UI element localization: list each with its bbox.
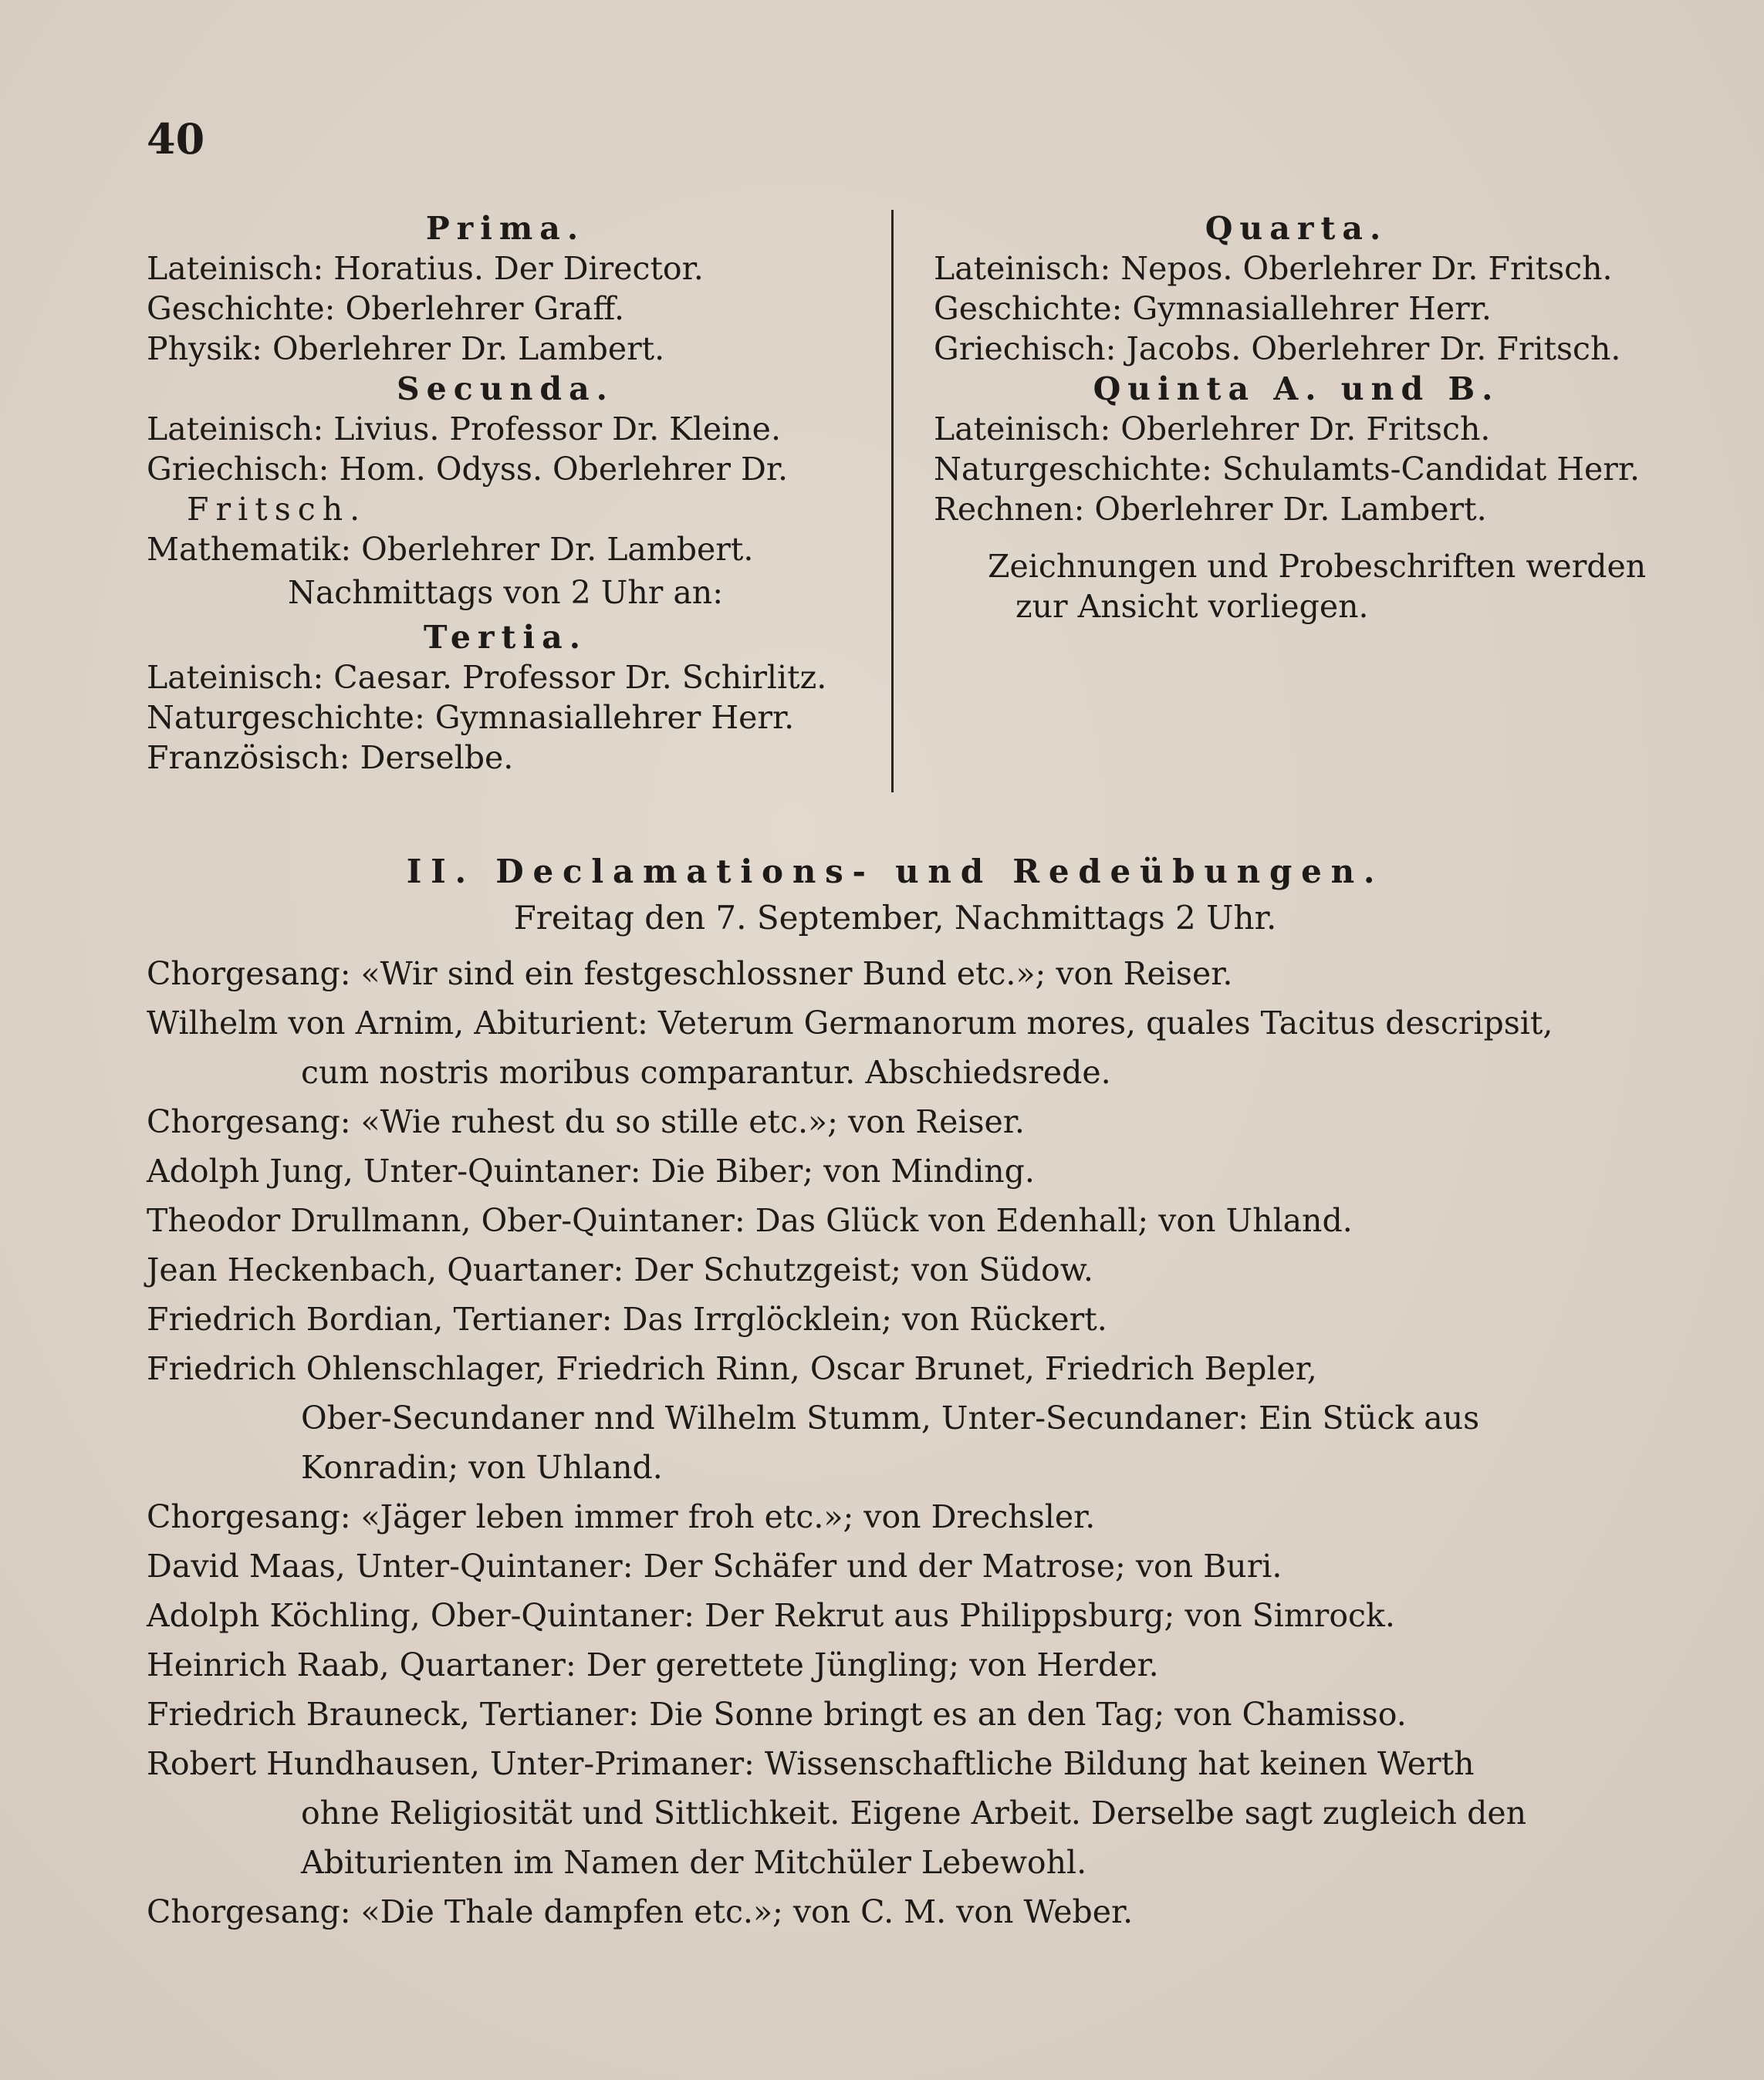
program-entry — [147, 1196, 1644, 1245]
program-entry-line: Friedrich Ohlenschlager, Friedrich Rinn, Oscar Brunet, Friedrich Bepler, — [147, 1350, 1317, 1387]
quarta-line: Geschichte: Gymnasiallehrer Herr. — [934, 290, 1492, 327]
secunda-line: Griechisch: Hom. Odyss. Oberlehrer Dr. — [147, 451, 789, 488]
quarta-line: Lateinisch: Nepos. Oberlehrer Dr. Fritsch. — [934, 250, 1613, 287]
quarta-heading: Quarta. — [1205, 210, 1388, 247]
left-column — [147, 208, 864, 778]
prima-heading: Prima. — [425, 210, 586, 247]
program-entry — [147, 1739, 1644, 1887]
program-entry-continuation: Ober-Secundaner nnd Wilhelm Stumm, Unter-Secundaner: Ein Stück aus — [301, 1400, 1480, 1437]
quarta-line: Griechisch: Jacobs. Oberlehrer Dr. Fritsch. — [934, 330, 1621, 367]
program-entry — [147, 1591, 1644, 1640]
program-entry-line: Friedrich Brauneck, Tertianer: Die Sonne bringt es an den Tag; von Chamisso. — [147, 1696, 1407, 1733]
program-entry — [147, 1690, 1644, 1739]
secunda-heading: Secunda. — [397, 370, 614, 407]
program-entry — [147, 1541, 1644, 1591]
program-entry-line: Robert Hundhausen, Unter-Primaner: Wissenschaftliche Bildung hat keinen Werth — [147, 1745, 1475, 1782]
program-entry-line: Heinrich Raab, Quartaner: Der gerettete Jüngling; von Herder. — [147, 1646, 1159, 1683]
program-entry-line: David Maas, Unter-Quintaner: Der Schäfer und der Matrose; von Buri. — [147, 1548, 1282, 1585]
program-entry-line: Chorgesang: «Jäger leben immer froh etc.»; von Drechsler. — [147, 1498, 1096, 1535]
afternoon-heading: Nachmittags von 2 Uhr an: — [287, 574, 724, 611]
program-entry-line: Adolph Jung, Unter-Quintaner: Die Biber; von Minding. — [147, 1153, 1035, 1190]
secunda-line: Lateinisch: Livius. Professor Dr. Kleine. — [147, 410, 781, 447]
note-line: Zeichnungen und Probeschriften werden — [988, 548, 1647, 585]
secunda-line: Fritsch. — [187, 491, 367, 528]
program-entry — [147, 1887, 1644, 1936]
program-entry-line: Jean Heckenbach, Quartaner: Der Schutzgeist; von Südow. — [147, 1251, 1093, 1288]
program-entry — [147, 1640, 1644, 1690]
program-entry — [147, 949, 1644, 998]
declamation-section — [147, 849, 1644, 1936]
quinta-line: Naturgeschichte: Schulamts-Candidat Herr. — [934, 451, 1640, 488]
program-entry-line: Adolph Köchling, Ober-Quintaner: Der Rekrut aus Philippsburg; von Simrock. — [147, 1597, 1395, 1634]
program-list — [147, 949, 1644, 1936]
program-entry-continuation: ohne Religiosität und Sittlichkeit. Eigene Arbeit. Derselbe sagt zugleich den — [301, 1795, 1526, 1832]
right-column — [934, 208, 1659, 626]
prima-line: Lateinisch: Horatius. Der Director. — [147, 250, 704, 287]
exhibition-note — [934, 546, 1659, 626]
program-entry — [147, 1245, 1644, 1295]
program-entry — [147, 1097, 1644, 1146]
program-entry-line: Friedrich Bordian, Tertianer: Das Irrglöcklein; von Rückert. — [147, 1301, 1107, 1338]
program-entry-line: Chorgesang: «Die Thale dampfen etc.»; von C. M. von Weber. — [147, 1893, 1134, 1930]
program-entry-line: Chorgesang: «Wie ruhest du so stille etc.»; von Reiser. — [147, 1103, 1025, 1140]
secunda-line: Mathematik: Oberlehrer Dr. Lambert. — [147, 531, 754, 568]
program-entry — [147, 1492, 1644, 1541]
program-entry — [147, 1295, 1644, 1344]
program-entry — [147, 998, 1644, 1097]
note-line: zur Ansicht vorliegen. — [1015, 588, 1369, 625]
program-entry-continuation: cum nostris moribus comparantur. Abschiedsrede. — [301, 1054, 1111, 1091]
tertia-line: Französisch: Derselbe. — [147, 739, 514, 776]
section-subtitle: Freitag den 7. September, Nachmittags 2 Uhr. — [513, 899, 1277, 937]
section-title: II. Declamations- und Redeübungen. — [406, 853, 1384, 890]
prima-line: Physik: Oberlehrer Dr. Lambert. — [147, 330, 665, 367]
program-entry-line: Wilhelm von Arnim, Abiturient: Veterum Germanorum mores, quales Tacitus descripsit, — [147, 1005, 1553, 1042]
quinta-line: Rechnen: Oberlehrer Dr. Lambert. — [934, 491, 1487, 528]
program-entry — [147, 1344, 1644, 1492]
program-entry-line: Chorgesang: «Wir sind ein festgeschlossner Bund etc.»; von Reiser. — [147, 955, 1233, 992]
tertia-heading: Tertia. — [424, 619, 587, 656]
program-entry-continuation: Abiturienten im Namen der Mitchüler Lebewohl. — [301, 1844, 1087, 1881]
tertia-line: Naturgeschichte: Gymnasiallehrer Herr. — [147, 699, 795, 736]
tertia-line: Lateinisch: Caesar. Professor Dr. Schirlitz. — [147, 659, 827, 696]
prima-line: Geschichte: Oberlehrer Graff. — [147, 290, 624, 327]
column-divider — [891, 210, 894, 792]
quinta-line: Lateinisch: Oberlehrer Dr. Fritsch. — [934, 410, 1491, 447]
program-entry-line: Theodor Drullmann, Ober-Quintaner: Das Glück von Edenhall; von Uhland. — [147, 1202, 1353, 1239]
program-entry-continuation: Konradin; von Uhland. — [301, 1449, 663, 1486]
page-number: 40 — [147, 114, 205, 164]
quinta-heading: Quinta A. und B. — [1093, 370, 1500, 407]
program-entry — [147, 1146, 1644, 1196]
